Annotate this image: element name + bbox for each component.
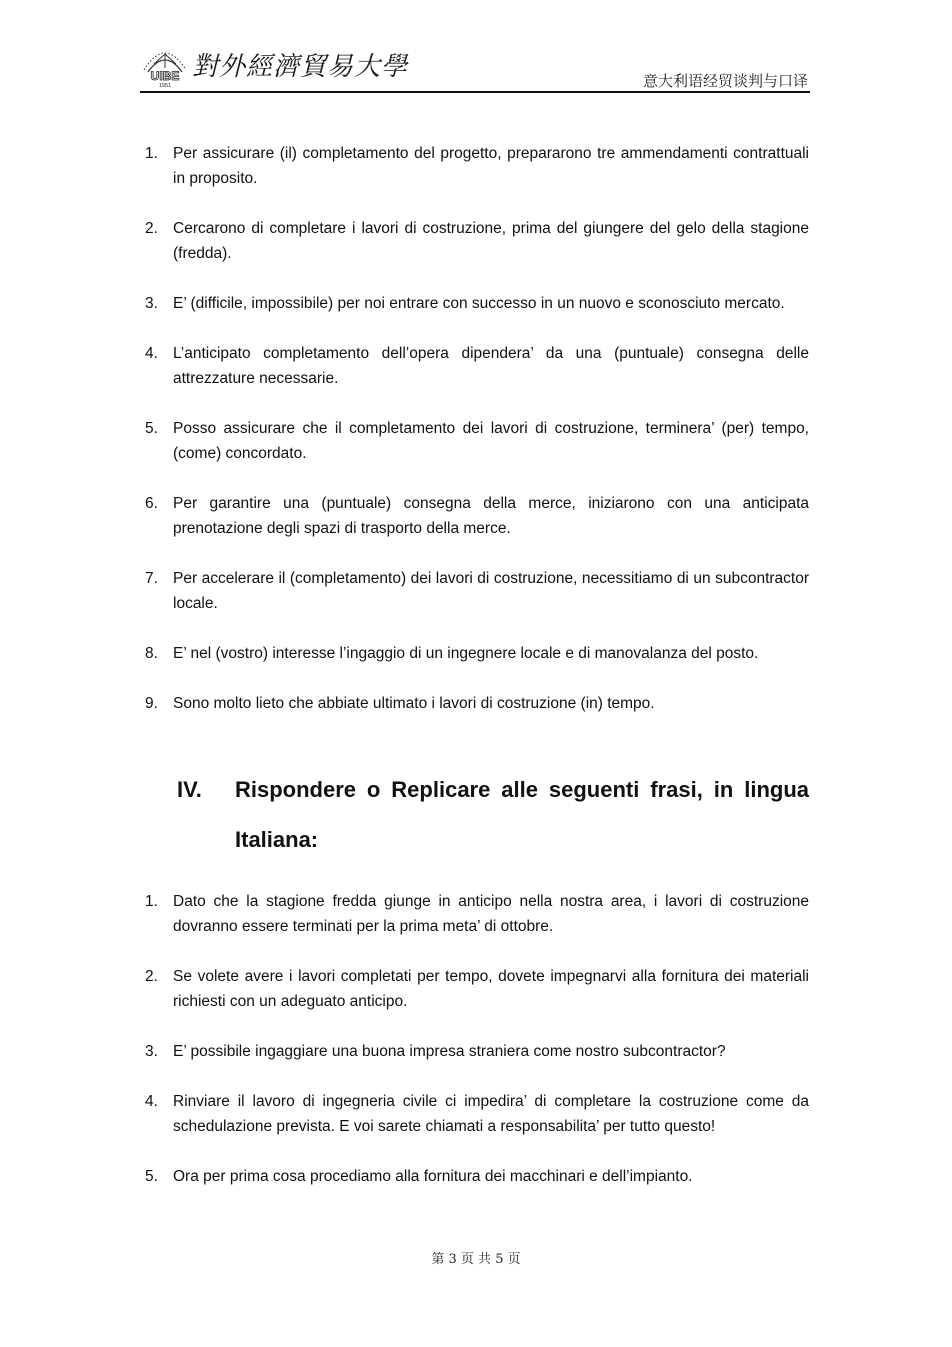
item-text: Cercarono di completare i lavori di costruzione, prima del giungere del gelo della stagione (fredda).	[173, 220, 809, 262]
list-item	[145, 341, 809, 391]
item-text: Posso assicurare che il completamento dei lavori di costruzione, terminera’ (per) tempo, (come) concordato.	[173, 420, 809, 462]
item-text: Per garantire una (puntuale) consegna della merce, iniziarono con una anticipata prenotazione degli spazi di trasporto della merce.	[173, 495, 809, 537]
list-item	[145, 1089, 809, 1139]
header-divider	[140, 91, 810, 93]
item-number: 4.	[145, 1093, 158, 1110]
list-item	[145, 416, 809, 466]
course-title: 意大利语经贸谈判与口译	[642, 73, 808, 90]
list-item	[145, 216, 809, 266]
list-item	[145, 1164, 809, 1189]
svg-text:1951: 1951	[158, 83, 172, 88]
item-number: 4.	[145, 345, 158, 362]
item-text: E’ (difficile, impossibile) per noi entrare con successo in un nuovo e sconosciuto mercato.	[173, 295, 785, 312]
exercise-list-iii	[145, 141, 809, 741]
item-text: Sono molto lieto che abbiate ultimato i lavori di costruzione (in) tempo.	[173, 695, 655, 712]
list-item	[145, 291, 809, 316]
section-heading	[177, 765, 809, 865]
item-number: 3.	[145, 1043, 158, 1060]
item-text: Se volete avere i lavori completati per tempo, dovete impegnarvi alla fornitura dei materiali richiesti con un adeguato anticipo.	[173, 968, 809, 1010]
item-text: L’anticipato completamento dell’opera dipendera’ da una (puntuale) consegna delle attrezzature necessarie.	[173, 345, 809, 387]
item-text: Per accelerare il (completamento) dei lavori di costruzione, necessitiamo di un subcontractor locale.	[173, 570, 809, 612]
item-text: Per assicurare (il) completamento del progetto, prepararono tre ammendamenti contrattuali in proposito.	[173, 145, 809, 187]
item-text: Rinviare il lavoro di ingegneria civile ci impedira’ di completare la costruzione come da schedulazione prevista. E voi sarete chiamati a responsabilita’ per tutto questo!	[173, 1093, 809, 1135]
item-number: 2.	[145, 220, 158, 237]
list-item	[145, 889, 809, 939]
item-number: 1.	[145, 893, 158, 910]
item-number: 3.	[145, 295, 158, 312]
item-number: 5.	[145, 420, 158, 437]
item-text: Dato che la stagione fredda giunge in anticipo nella nostra area, i lavori di costruzione dovranno essere terminati per la prima meta’ di ottobre.	[173, 893, 809, 935]
page-number: 第 3 页 共 5 页	[431, 1252, 521, 1267]
item-number: 5.	[145, 1168, 158, 1185]
exercise-list-iv	[145, 889, 809, 1214]
list-item	[145, 141, 809, 191]
item-text: E’ nel (vostro) interesse l’ingaggio di un ingegnere locale e di manovalanza del posto.	[173, 645, 759, 662]
item-number: 7.	[145, 570, 158, 587]
item-number: 9.	[145, 695, 158, 712]
item-number: 2.	[145, 968, 158, 985]
list-item	[145, 641, 809, 666]
list-item	[145, 1039, 809, 1064]
list-item	[145, 491, 809, 541]
university-logo	[140, 42, 190, 88]
list-item	[145, 964, 809, 1014]
item-text: E’ possibile ingaggiare una buona impresa straniera come nostro subcontractor?	[173, 1043, 726, 1060]
university-name: 對外經濟貿易大學	[192, 52, 409, 82]
list-item	[145, 691, 809, 716]
page-header	[140, 38, 810, 94]
item-number: 8.	[145, 645, 158, 662]
section-title: Rispondere o Replicare alle seguenti frasi, in lingua Italiana:	[235, 777, 809, 852]
list-item	[145, 566, 809, 616]
svg-text:UIBE: UIBE	[150, 69, 180, 83]
item-number: 1.	[145, 145, 158, 162]
item-number: 6.	[145, 495, 158, 512]
item-text: Ora per prima cosa procediamo alla fornitura dei macchinari e dell’impianto.	[173, 1168, 693, 1185]
section-number: IV.	[177, 777, 202, 802]
